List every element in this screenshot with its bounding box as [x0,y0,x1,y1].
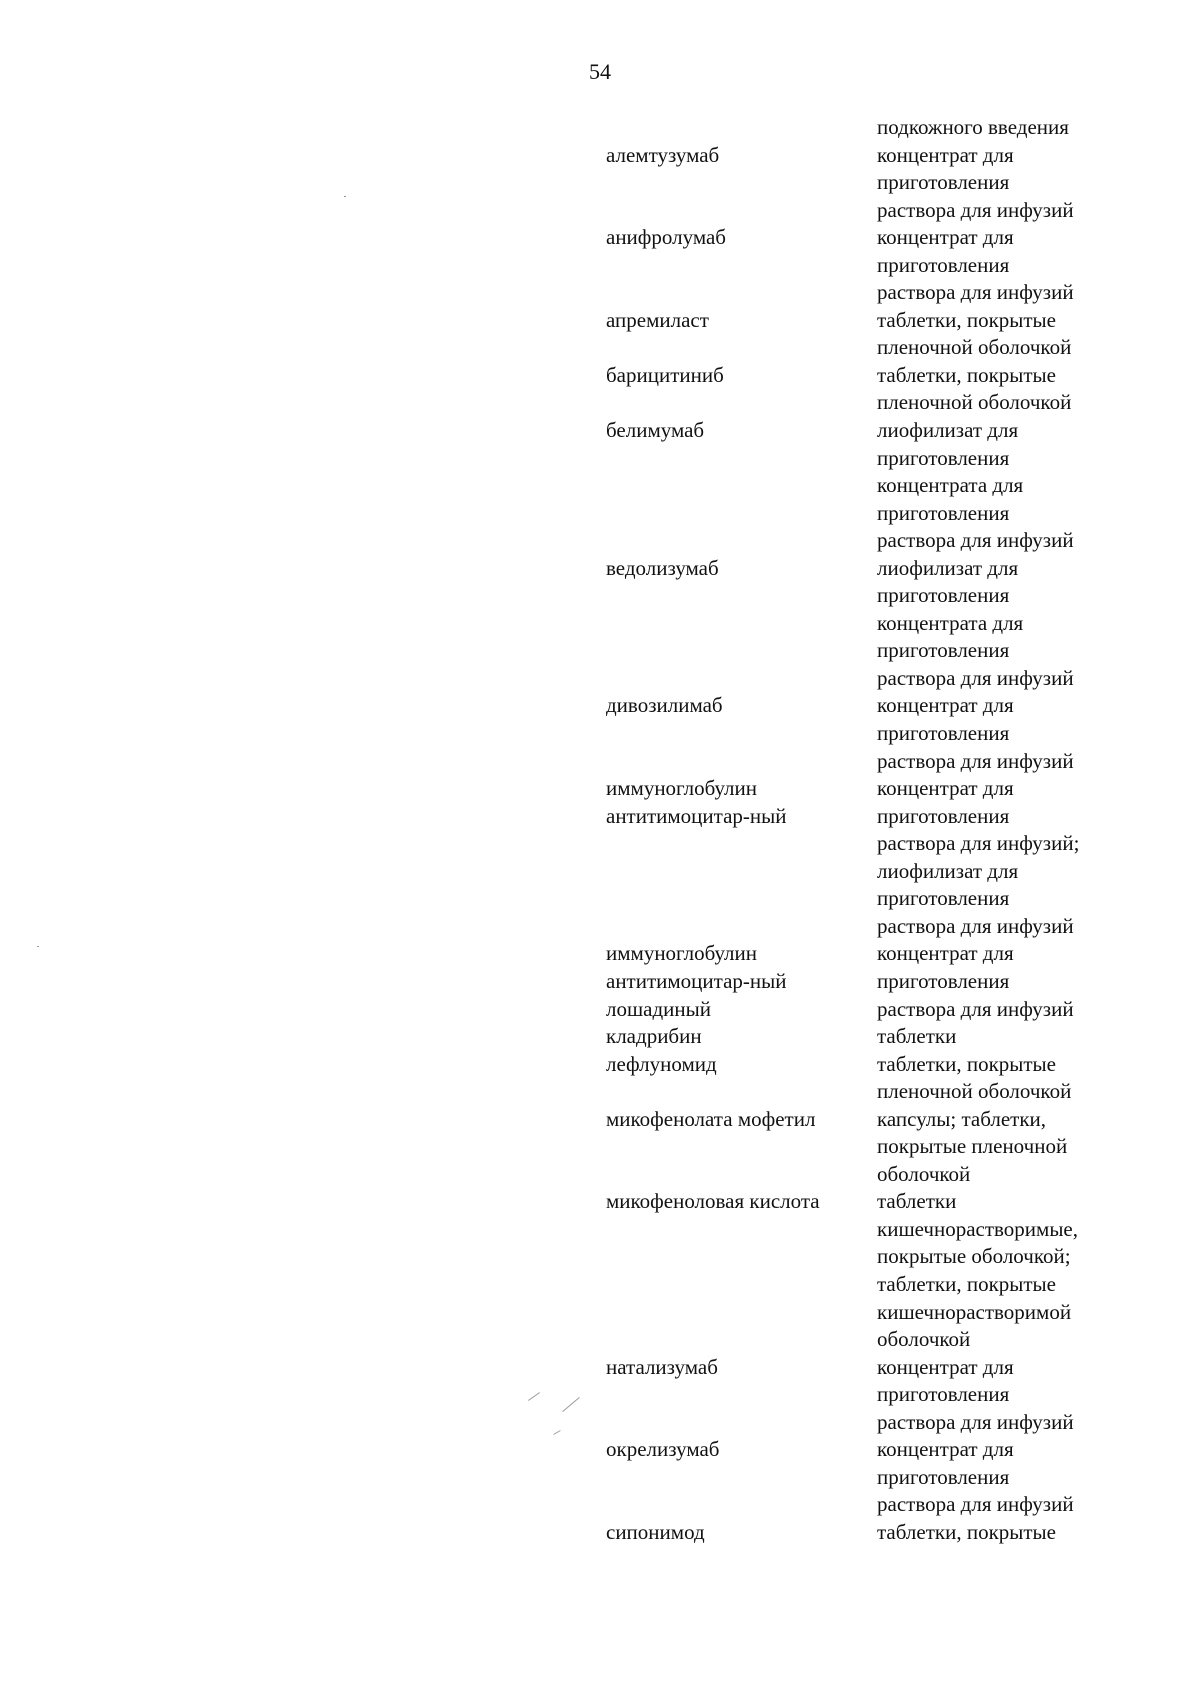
list-item [0,1106,1200,1189]
drug-name: лефлуномид [606,1051,717,1076]
list-item [0,362,1200,417]
drug-name: натализумаб [606,1354,718,1379]
drug-name: сипонимод [606,1519,705,1544]
dosage-form: капсулы; таблетки, покрытые пленочной оболочкой [877,1106,1068,1186]
list-item [0,142,1200,225]
drug-name: кладрибин [606,1024,702,1049]
dosage-form: лиофилизат для приготовления концентрата для приготовления раствора для инфузий [877,555,1074,690]
dosage-form: концентрат для приготовления раствора для инфузий [877,1437,1074,1517]
list-item [0,1051,1200,1106]
drug-list [0,114,1200,1546]
list-item [0,1354,1200,1437]
dosage-form: таблетки, покрытые [877,1519,1056,1544]
drug-name: окрелизумаб [606,1437,720,1462]
list-item [0,940,1200,1023]
dosage-form: таблетки, покрытые пленочной оболочкой [877,307,1072,360]
list-item [0,1023,1200,1051]
drug-name: иммуноглобулин антитимоцитар-ный лошадиный [606,941,787,1021]
dosage-form: концентрат для приготовления раствора для инфузий [877,693,1074,773]
drug-name: алемтузумаб [606,142,720,167]
list-item [0,555,1200,693]
list-item [0,224,1200,307]
drug-name: анифролумаб [606,225,726,250]
dosage-form: подкожного введения [877,115,1069,139]
dosage-form: лиофилизат для приготовления концентрата для приготовления раствора для инфузий [877,418,1074,553]
dosage-form: концентрат для приготовления раствора для инфузий [877,225,1074,305]
dosage-form: концентрат для приготовления раствора для инфузий [877,142,1074,222]
list-item [0,692,1200,775]
scan-speck [37,946,39,947]
dosage-form: концентрат для приготовления раствора для инфузий [877,941,1074,1021]
list-item [0,1436,1200,1519]
dosage-form: концентрат для приготовления раствора для инфузий [877,1354,1074,1434]
drug-name: белимумаб [606,418,705,443]
drug-name: микофеноловая кислота [606,1189,820,1214]
list-item [0,775,1200,940]
list-item [0,1519,1200,1547]
page-number: 54 [589,59,611,84]
list-item [0,307,1200,362]
dosage-form: таблетки [877,1024,957,1049]
drug-name: иммуноглобулин антитимоцитар-ный [606,776,787,828]
drug-name: апремиласт [606,307,709,332]
scan-speck [344,196,346,197]
drug-name: ведолизумаб [606,555,719,580]
dosage-form: таблетки кишечнорастворимые, покрытые оболочкой; таблетки, покрытые кишечнорастворимой оболочкой [877,1189,1079,1352]
drug-name: барицитиниб [606,362,724,387]
list-item [0,1188,1200,1353]
drug-name: дивозилимаб [606,693,723,718]
dosage-form: таблетки, покрытые пленочной оболочкой [877,362,1072,415]
list-item [0,417,1200,555]
list-item [0,114,1200,142]
dosage-form: концентрат для приготовления раствора для инфузий; лиофилизат для приготовления раствора для инфузий [877,776,1080,938]
drug-name: микофенолата мофетил [606,1106,816,1131]
dosage-form: таблетки, покрытые пленочной оболочкой [877,1051,1072,1104]
